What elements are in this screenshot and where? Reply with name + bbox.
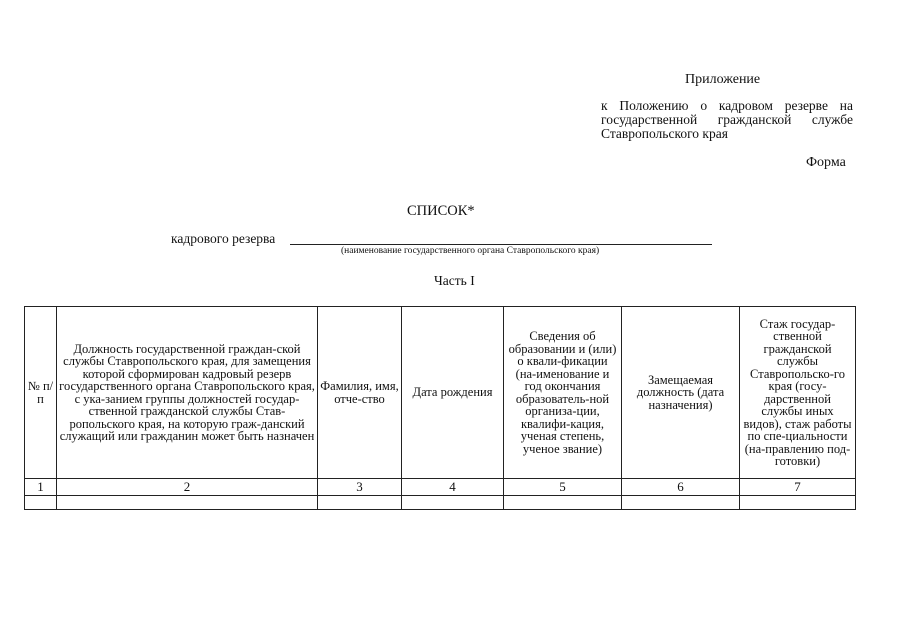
column-number: 7 — [740, 479, 856, 496]
header-cell-position: Должность государственной граждан-ской службы Ставропольского края, для замещения которой сформирован кадровый резерв государственного органа Ставропольского края, с ука-занием группы должностей государ-ственной гражданской службы Став-ропольского края, на которую граж-данский служащий или гражданин может быть назначен — [57, 307, 318, 479]
empty-cell — [740, 496, 856, 510]
header-cell-full-name: Фамилия, имя, отче-ство — [318, 307, 402, 479]
column-number: 1 — [25, 479, 57, 496]
form-label: Форма — [806, 155, 846, 170]
empty-cell — [622, 496, 740, 510]
part-label: Часть I — [434, 273, 475, 288]
header-cell-education: Сведения об образовании и (или) о квали-фикации (на-именование и год окончания образователь-ной организа-ции, квалифи-кация, ученая степень, ученое звание) — [504, 307, 622, 479]
empty-table-row — [25, 496, 856, 510]
column-number: 5 — [504, 479, 622, 496]
empty-cell — [504, 496, 622, 510]
document-title: СПИСОК* — [407, 203, 475, 219]
column-number: 2 — [57, 479, 318, 496]
reserve-label: кадрового резерва — [171, 231, 276, 246]
empty-cell — [402, 496, 504, 510]
appendix-title: Приложение — [685, 72, 761, 87]
header-cell-current-position: Замещаемая должность (дата назначения) — [622, 307, 740, 479]
column-number: 3 — [318, 479, 402, 496]
reserve-hint: (наименование государственного органа Ставропольского края) — [341, 246, 600, 256]
column-number-row — [25, 479, 856, 496]
header-cell-birth-date: Дата рождения — [402, 307, 504, 479]
empty-cell — [25, 496, 57, 510]
column-number: 6 — [622, 479, 740, 496]
appendix-reference: к Положению о кадровом резерве на государственной гражданской службе Ставропольского края — [601, 98, 853, 141]
reserve-table — [24, 306, 856, 510]
column-number: 4 — [402, 479, 504, 496]
empty-cell — [57, 496, 318, 510]
header-cell-number: № п/п — [25, 307, 57, 479]
table-header-row — [25, 307, 856, 479]
empty-cell — [318, 496, 402, 510]
reserve-name-line — [290, 244, 712, 245]
header-cell-experience: Стаж государ-ственной гражданской службы Ставропольско-го края (госу-дарственной службы иных видов), стаж работы по спе-циальности (на-правлению под-готовки) — [740, 307, 856, 479]
